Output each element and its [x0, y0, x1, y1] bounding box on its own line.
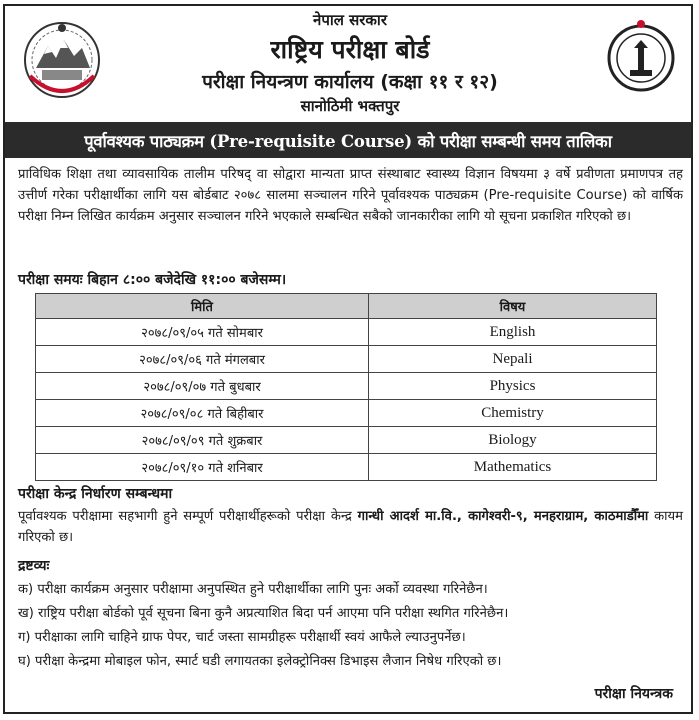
exam-center-text: पूर्वावश्यक परीक्षामा सहभागी हुने सम्पूर्ण परीक्षार्थीहरूको परीक्षा केन्द्र	[18, 509, 352, 524]
signature-exam-controller: परीक्षा नियन्त्रक	[594, 686, 673, 702]
row-date: २०७८/०९/०६ गते मंगलबार	[36, 346, 369, 373]
exam-center-title: परीक्षा केन्द्र निर्धारण सम्बन्धमा	[18, 486, 173, 502]
exam-center-paragraph	[18, 506, 683, 548]
row-subject: Biology	[369, 427, 657, 454]
row-subject: Chemistry	[369, 400, 657, 427]
intro-paragraph: प्राविधिक शिक्षा तथा व्यावसायिक तालीम परिषद् वा सोद्वारा मान्यता प्राप्त संस्थाबाट स्वास्थ्य विज्ञान विषयमा ३ वर्षे प्रवीणता प्रमाणपत्र तह उत्तीर्ण गरेका परीक्षार्थीका लागि यस बोर्डबाट २०७८ सालमा सञ्चालन गरिने पूर्वावश्यक पाठ्यक्रम (Pre-requisite Course) को वार्षिक परीक्षा निम्न लिखित कार्यक्रम अनुसार सञ्चालन गरिने भएकाले सम्बन्धित सबैको जानकारीका लागि यो सूचना प्रकाशित गरिएको छ।	[18, 167, 683, 224]
row-subject: Physics	[369, 373, 657, 400]
notice-header	[0, 0, 699, 118]
header-board-name: राष्ट्रिय परीक्षा बोर्ड	[270, 35, 430, 64]
exam-time: परीक्षा समयः बिहान ८:०० बजेदेखि ११:०० बजेसम्म।	[18, 272, 287, 288]
table-row	[36, 319, 657, 346]
table-row	[36, 427, 657, 454]
exam-center-venue: गान्धी आदर्श मा.वि., कागेश्वरी-९, मनहराग्राम, काठमाडौँमा	[357, 509, 649, 524]
column-header-subject: विषय	[369, 294, 657, 319]
header-location: सानोठिमी भक्तपुर	[300, 97, 400, 115]
header-office: परीक्षा नियन्त्रण कार्यालय (कक्षा ११ र १२)	[202, 71, 498, 93]
header-government: नेपाल सरकार	[313, 11, 387, 29]
row-date: २०७८/०९/०५ गते सोमबार	[36, 319, 369, 346]
row-date: २०७८/०९/०७ गते बुधबार	[36, 373, 369, 400]
table-row	[36, 454, 657, 481]
note-item: ख) राष्ट्रिय परीक्षा बोर्डको पूर्व सूचना बिना कुनै अप्रत्याशित बिदा पर्न आएमा पनि परीक्षा स्थगित गरिनेछैन।	[18, 606, 509, 621]
table-header-row	[36, 294, 657, 319]
notes-title: द्रष्टव्यः	[18, 558, 50, 574]
row-date: २०७८/०९/०८ गते बिहीबार	[36, 400, 369, 427]
table-row	[36, 400, 657, 427]
notice-banner-title: पूर्वावश्यक पाठ्यक्रम (Pre-requisite Course) को परीक्षा सम्बन्धी समय तालिका	[5, 122, 691, 158]
board-logo-icon	[606, 18, 676, 98]
row-date: २०७८/०९/१० गते शनिबार	[36, 454, 369, 481]
exam-center-text-end: कायम गरिएको छ।	[18, 509, 683, 545]
note-item: क) परीक्षा कार्यक्रम अनुसार परीक्षामा अनुपस्थित हुने परीक्षार्थीका लागि पुनः अर्को व्यवस्था गरिनेछैन।	[18, 582, 488, 597]
column-header-date: मिति	[36, 294, 369, 319]
table-row	[36, 346, 657, 373]
row-date: २०७८/०९/०९ गते शुक्रबार	[36, 427, 369, 454]
note-item: घ) परीक्षा केन्द्रमा मोबाइल फोन, स्मार्ट घडी लगायतका इलेक्ट्रोनिक्स डिभाइस लैजान निषेध गरिएको छ।	[18, 654, 502, 669]
row-subject: Nepali	[369, 346, 657, 373]
row-subject: Mathematics	[369, 454, 657, 481]
nepal-emblem-icon	[22, 16, 102, 104]
notes-list	[18, 578, 688, 674]
row-subject: English	[369, 319, 657, 346]
table-row	[36, 373, 657, 400]
note-item: ग) परीक्षाका लागि चाहिने ग्राफ पेपर, चार्ट जस्ता सामग्रीहरू परीक्षार्थी स्वयं आफैले ल्याउनुपर्नेछ।	[18, 630, 466, 645]
exam-schedule-table	[35, 293, 657, 481]
